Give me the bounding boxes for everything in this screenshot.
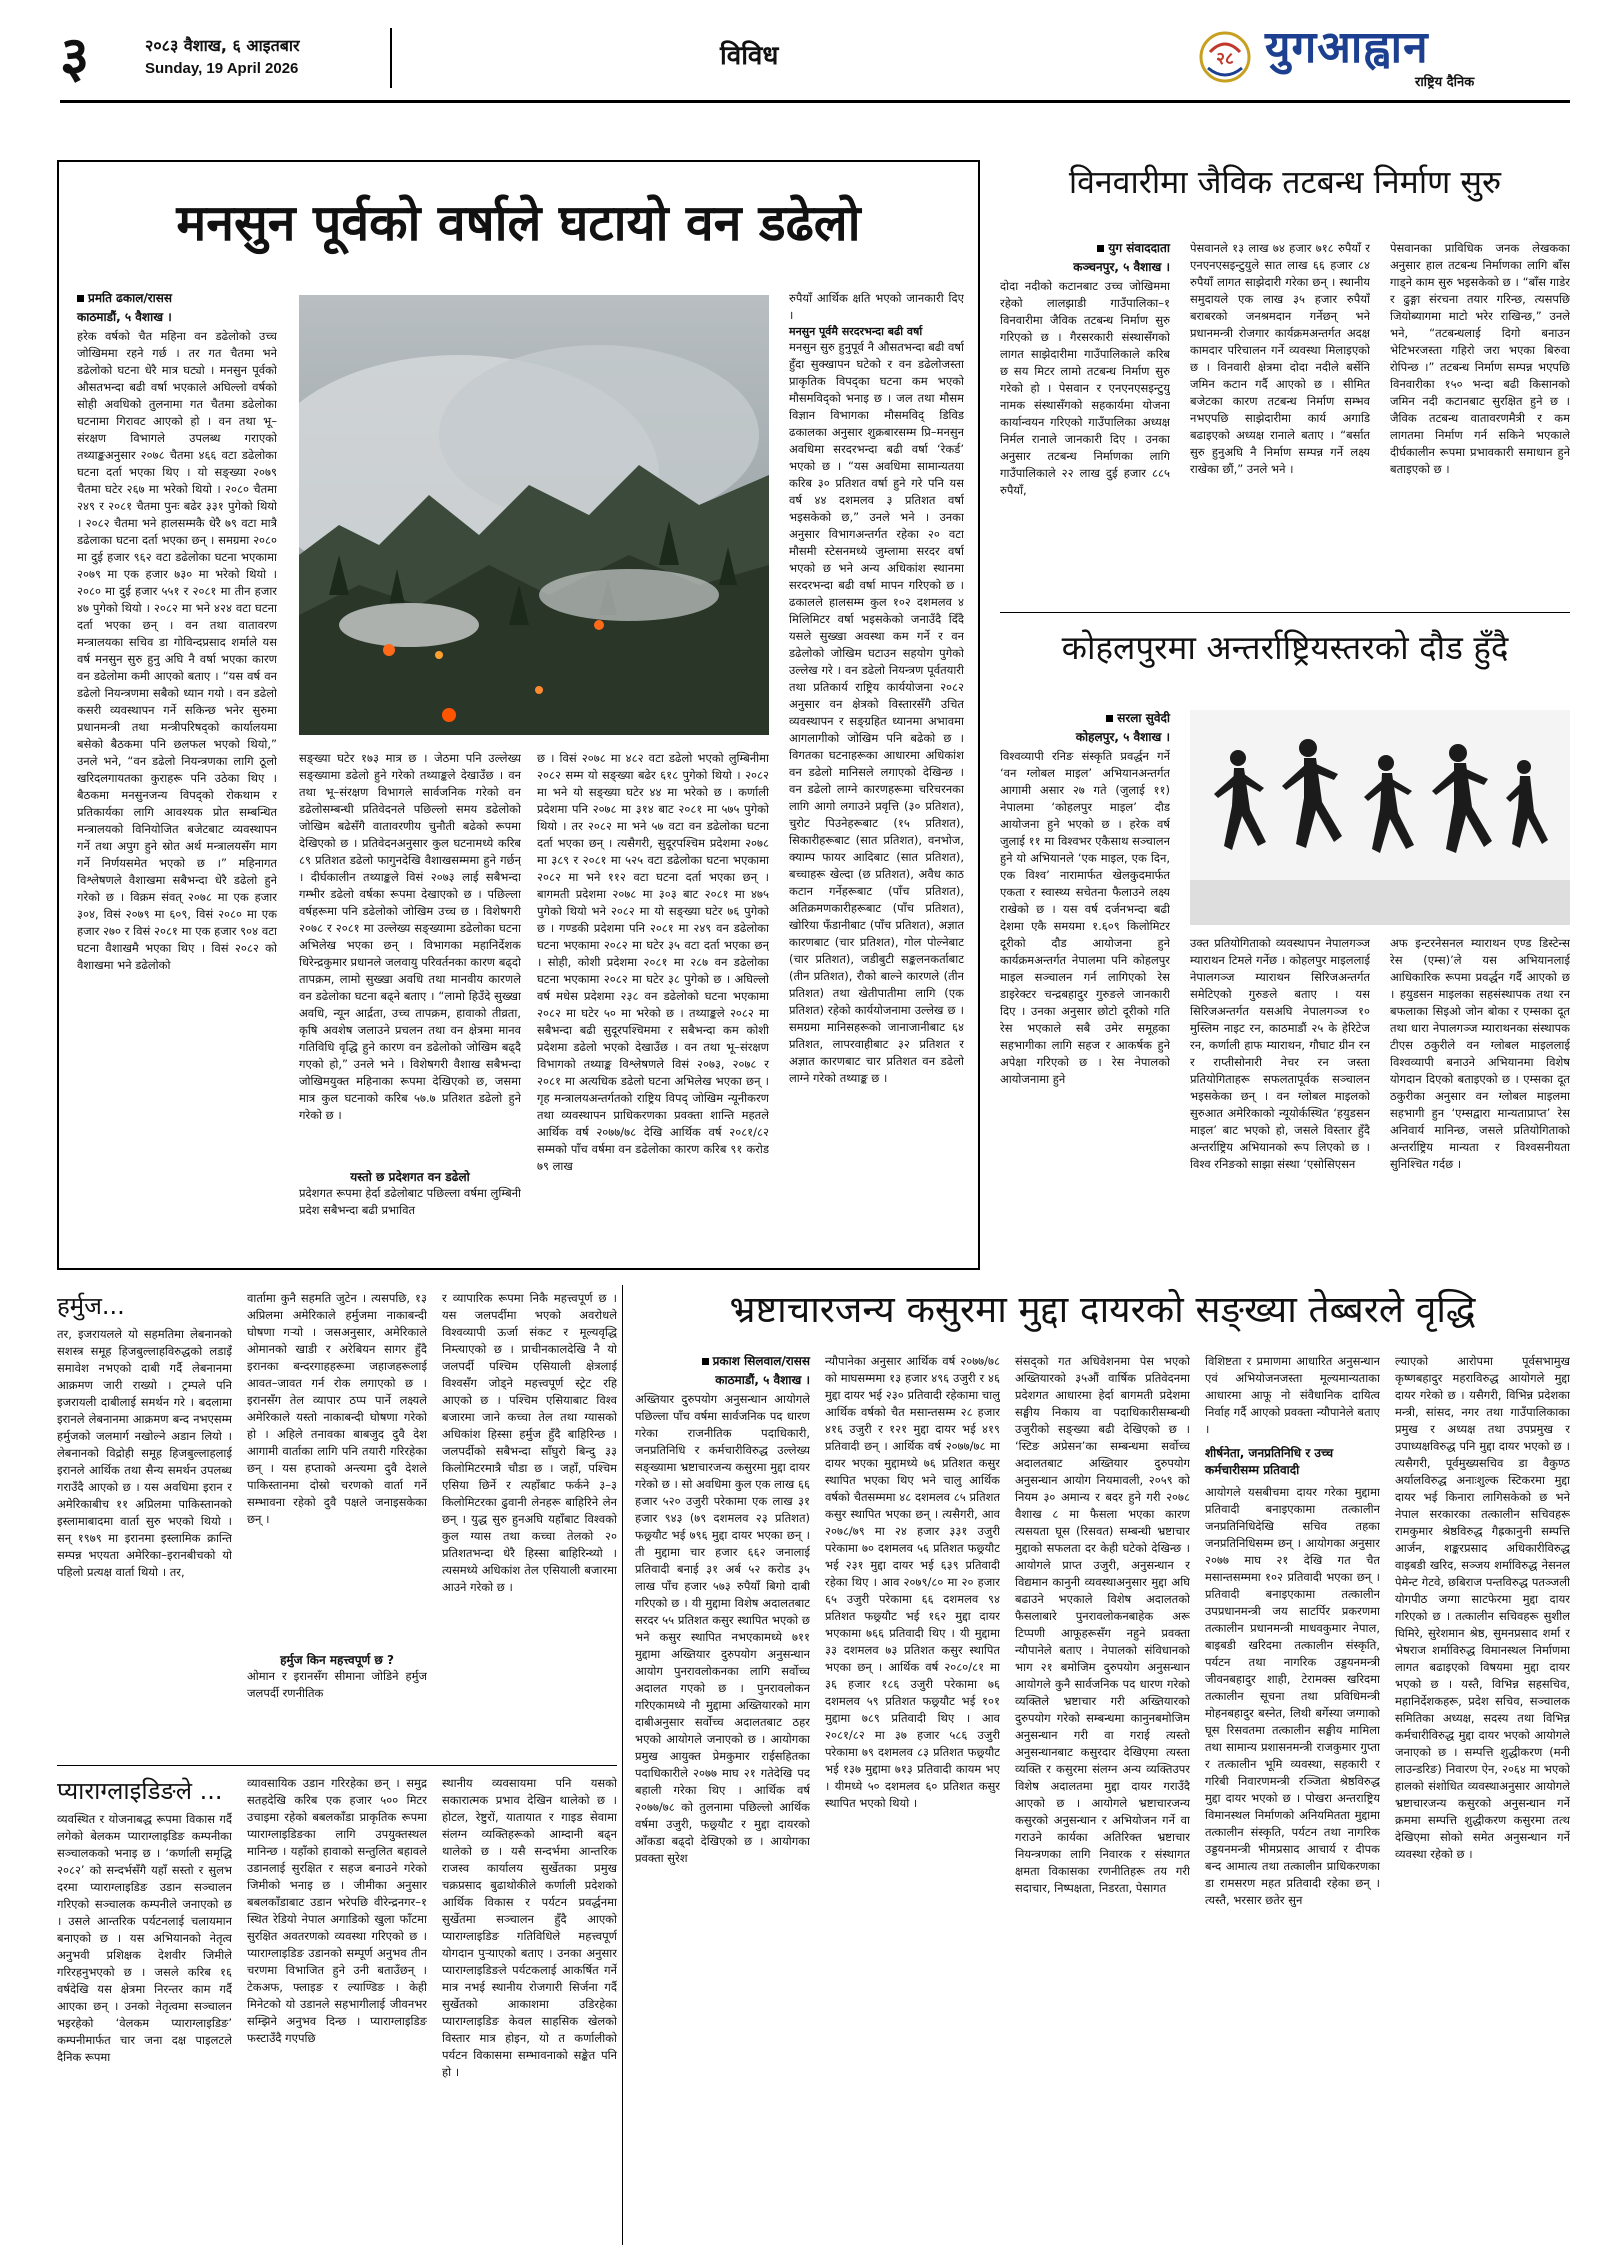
corruption-article	[635, 1285, 1570, 2245]
kohalpur-col2: उक्त प्रतियोगिताको व्यवस्थापन नेपालगञ्ज म्याराथन टिमले गर्नेछ । कोहलपुर माइललाई नेपालगञ्ज म्याराथन सिरिजअन्तर्गत समेटिएको गुरुङले बताए । यस सिरिजअन्तर्गत यसअघि नेपालगञ्ज १० मुस्लिम नाइट रन, काठमाडौं २५ के हेरिटेज रन, कर्णाली हाफ म्याराथन, गौघाट ग्रीन रन र राप्तीसोनारी नेचर रन जस्ता प्रतियोगिताहरू सफलतापूर्वक सञ्चालन भइसकेका छन् । वन ग्लोबल माइलको सुरुआत अमेरिकाको न्यूयोर्कस्थित ‘हयुडसन माइल’ बाट भएको हो, जसले विस्तार हुँदै अन्तर्राष्ट्रिय अभियानको रूप लिएको छ । विश्व रनिङको साझा संस्था ‘एसोसिएसन	[1190, 936, 1370, 1171]
corruption-col4-subhead: शीर्षनेता, जनप्रतिनिधि र उच्च कर्मचारीसम्म प्रतिवादी	[1205, 1446, 1334, 1477]
forest-fire-byline: प्रमति ढकाल/रासस	[77, 290, 277, 307]
forest-fire-col4-subhead: मनसुन पूर्वमै सरदरभन्दा बढी वर्षा	[789, 325, 923, 338]
page-number: ३	[60, 25, 90, 90]
hormuz-col2: वार्तामा कुनै सहमति जुटेन । त्यसपछि, १३ अप्रिलमा अमेरिकाले हर्मुजमा नाकाबन्दी घोषणा गऱ्यो । जसअनुसार, अमेरिकाले ओमानको खाडी र अरेबियन सागर हुँदै इरानका बन्दरगाहहरूमा जहाजहरूलाई आवत–जावत गर्न रोक लगाएको छ । इरानसँग तेल व्यापार ठप्प पार्ने लक्ष्यले अमेरिकाले यस्तो नाकाबन्दी घोषणा गरेको हो । अहिले तनावका बाबजुद दुवै देश आगामी वार्ताका लागि पनि तयारी गरिरहेका छन् । यस हप्ताको अन्त्यमा दुवै देशले पाकिस्तानमा दोस्रो चरणको वार्ता गर्ने सम्भावना रहेको दुवै पक्षले जनाइसकेका छन् ।	[247, 1291, 427, 1526]
corruption-col5: ल्याएको आरोपमा पूर्वसभामुख कृष्णबहादुर महराविरुद्ध आयोगले मुद्दा दायर गरेको छ । यसैगरी, विभिन्न प्रदेशका मन्त्री, सांसद, नगर तथा गाउँपालिकाका प्रमुख र अध्यक्ष तथा उपप्रमुख र उपाध्यक्षविरुद्ध पनि मुद्दा दायर भएको छ । त्यसैगरी, पूर्वमुख्यसचिव डा वैकुण्ठ अर्यालविरुद्ध अनाःशुल्क स्टिकरमा मुद्दा दायर भई किनारा लागिसकेको छ भने नेपाल सरकारका तत्कालीन सचिवहरू रामकुमार श्रेष्ठविरुद्ध गैह्रकानुनी सम्पत्ति आर्जन, शङ्करप्रसाद अधिकारीविरुद्ध वाइबडी खरिद, सञ्जय शर्माविरुद्ध नेसनल पेमेन्ट गेटवे, छबिराज पन्तविरुद्ध पतञ्जली योगपीठ जग्गा साटफेरमा मुद्दा दायर गरिएको छ । तत्कालीन सचिवहरू सुशील घिमिरे, सुरेशमान श्रेष्ठ, सुमनप्रसाद शर्मा र भेषराज शर्माविरुद्ध विमानस्थल निर्माणमा लागत बढाइएको विषयमा मुद्दा दायर भएको छ । यस्तै, विभिन्न सहसचिव, महानिर्देशकहरू, प्रदेश सचिव, सञ्चालक समितिका अध्यक्ष, सदस्य तथा विभिन्न कर्मचारीविरुद्ध मुद्दा दायर भएको आयोगले जनाएको छ । सम्पत्ति शुद्धीकरण (मनी लाउन्डरिङ) निवारण ऐन, २०६४ मा भएको हालको संशोधित व्यवस्थाअनुसार आयोगले भ्रष्टाचारजन्य कसुरको अनुसन्धान गर्ने क्रममा सम्पत्ति शुद्धीकरण कसुरमा तत्थ देखिएमा सोको समेत अनुसन्धान गर्ने व्यवस्था रहेको छ ।	[1395, 1354, 1570, 1861]
forest-fire-col1: हरेक वर्षको चैत महिना वन डढेलोको उच्च जोखिममा रहने गर्छ । तर गत चैतमा भने डढेलोको घटना धेरै मात्र घट्यो । मनसुन पूर्वको औसतभन्दा बढी वर्षा भएकाले अघिल्लो वर्षको सोही अवधिको तुलनामा गत चैतमा डढेलोका घटनामा गिरावट आएको हो । वन तथा भू–संरक्षण विभागले उपलब्ध गराएको तथ्याङ्कअनुसार २०७८ चैतमा ४६६ वटा डढेलोका घटना दर्ता भएका थिए । यो सङ्ख्या २०७९ चैतमा घटेर २६७ मा भरेको थियो । २०८० चैतमा २४९ र २०८१ चैतमा पुनः बढेर ३३१ पुगेको थियो । २०८२ चैतमा भने हालसम्मकै धेरै ७९ वटा मात्रै डढेलाका घटना दर्ता भएका छन् । समग्रमा २०८० मा दुई हजार ९६२ वटा डढेलोका घटना भएकामा २०७९ मा एक हजार ७३० मा भरेको थियो । २०८० मा दुई हजार ५५१ र २०८१ मा तीन हजार ४७ पुगेको थियो । २०८२ मा भने ४२४ वटा घटना दर्ता भएका छन् । वन तथा वातावरण मन्त्रालयका सचिव डा गोविन्दप्रसाद शर्माले यस वर्ष मनसुन सुरु हुनु अघि नै वर्षा भएका कारण वन डढेलोमा कमी आएको बताए । “यस वर्ष वन डढेलो नियन्त्रणमा सबैको ध्यान गयो । वन डढेलो कसरी व्यवस्थापन गर्ने सकिन्छ भनेर सुरुमा प्रधानमन्त्री तथा मन्त्रीपरिषद्को कार्यालयमा बसेको बैठकमा पनि छलफल भएको थियो,” उनले भने, “वन डढेलो नियन्त्रणका लागि ठूलो खरिदलगायतका कुराहरू पनि उठेका थिए । बैठकमा मनसुनजन्य विपद्को रोकथाम र प्रतिकार्यका लागि आवश्यक प्रोत सम्बन्धित मन्त्रालयको विनियोजित बजेटबाट व्यवस्थापन गर्ने तथा अपुग हुने स्रोत अर्थ मन्त्रालयसँग माग गर्ने निर्णयसमेत भएको छ ।” महिनागत विश्लेषणले वैशाखमा सबैभन्दा धेरै डढेलो हुने गरेको छ । विक्रम संवत् २०७८ मा एक हजार ३०४, विसं २०७९ मा ६०९, विसं २०८० मा एक हजार २७० र विसं २०८१ मा एक हजार ९०४ वटा घटना वैशाखमै भएका थिए । विसं २०८२ को वैशाखमा भने डढेलोको	[77, 329, 277, 972]
corruption-dateline: काठमाडौं, ५ वैशाख ।	[715, 1373, 810, 1387]
page-header	[0, 0, 1600, 110]
runners-silhouette-image	[1190, 710, 1570, 925]
paper-tagline: राष्ट्रिय दैनिक	[1415, 75, 1475, 90]
embankment-byline: युग संवाददाता	[1000, 240, 1170, 257]
forest-fire-dateline: काठमाडौं, ५ वैशाख ।	[77, 310, 172, 324]
section-divider-bottom-left	[57, 1765, 617, 1766]
header-rule	[60, 100, 1570, 103]
kohalpur-headline: कोहलपुरमा अन्तर्राष्ट्रियस्तरको दौड हुँदै	[1061, 628, 1509, 667]
paper-name: युगआह्वान	[1265, 22, 1429, 73]
corruption-col2: न्यौपानेका अनुसार आर्थिक वर्ष २०७७/७८ को माघसम्ममा १३ हजार ४९६ उजुरी र ४६ मुद्दा दायर भई २३० प्रतिवादी रहेकामा चालु आर्थिक वर्षको चैत मसान्तसम्म २८ हजार ४१६ उजुरी र १२१ मुद्दा दायर भई ४१९ प्रतिवादी छन् । आर्थिक वर्ष २०७७/७८ मा दायर भएका मुद्दामध्ये ७६ प्रतिशत कसुर स्थापित भएका थिए भने चालु आर्थिक वर्षको चैतसम्ममा ४८ दशमलव ८५ प्रतिशत कसुर स्थापित भएका छन् । त्यसैगरी, आव २०७८/७९ मा २४ हजार ३३१ उजुरी परेकामा ७० दशमलव ५६ प्रतिशत फछ्र्यौट भई २३१ मुद्दा दायर भई ६३९ प्रतिवादी रहेका थिए । आव २०७९/८० मा २० हजार ६५ उजुरी परेकामा ६६ दशमलव ९४ प्रतिशत फछ्र्यौट भई १६२ मुद्दा दायर भएकामा ७६६ प्रतिवादी थिए । यी मुद्दामा ३३ दशमलव ७३ प्रतिशत कसुर स्थापित भएका छन् । आर्थिक वर्ष २०८०/८१ मा ३६ हजार १८६ उजुरी परेकामा ७६ दशमलव ५९ प्रतिशत फछ्र्यौट भई १०१ मुद्दामा ७८९ प्रतिवादी थिए । आव २०८१/८२ मा ३७ हजार ५८६ उजुरी परेकामा ७९ दशमलव ८३ प्रतिशत फछ्र्यौट भई १३७ मुद्दामा ७१३ प्रतिवादी कायम भए । यीमध्ये ५० दशमलव ६० प्रतिशत कसुर स्थापित भएको थियो ।	[825, 1354, 1000, 1810]
kohalpur-col1: विश्वव्यापी रनिङ संस्कृति प्रवर्द्धन गर्ने ‘वन ग्लोबल माइल’ अभियानअन्तर्गत आगामी असार २७ गते (जुलाई ११) नेपालमा ‘कोहलपुर माइल’ दौड आयोजना हुने भएको छ । हरेक वर्ष जुलाई ११ मा विश्वभर एकैसाथ सञ्चालन हुने यो अभियानले ‘एक माइल, एक दिन, एक विश्व’ नारामार्फत खेलकुदमार्फत एकता र स्वास्थ्य सचेतना फैलाउने लक्ष्य राखेको छ । यस वर्ष दर्जनभन्दा बढी देशमा एकै समयमा १.६०९ किलोमिटर दूरीको दौड आयोजना हुने कार्यक्रमअन्तर्गत नेपालमा पनि कोहलपुर माइल सञ्चालन गर्न लागिएको रेस डाइरेक्टर चन्द्रबहादुर गुरुङले जानकारी दिए । उनका अनुसार छोटो दूरीको गति रेस भएकाले सबै उमेर समूहका सहभागीका लागि सहज र आकर्षक हुने अपेक्षा गरिएको छ । रेस नेपालको आयोजनामा हुने	[1000, 749, 1170, 1086]
section-divider-right	[1000, 612, 1570, 613]
embankment-col1: दोदा नदीको कटानबाट उच्च जोखिममा रहेको लालझाडी गाउँपालिका–१ विनवारीमा जैविक तटबन्ध निर्माण सुरु गरिएको छ । गैरसरकारी संस्थासँगको लागत साझेदारीमा गाउँपालिकाले करिब छ सय मिटर लामो तटबन्ध निर्माण सुरु गरेको हो । पेसवान र एनएनएसइन्टुयु नामक संस्थासँगको सहकार्यमा योजना कार्यान्वयन गरिएको गाउँपालिका अध्यक्ष निर्मल रानाले जानकारी दिए । उनका अनुसार तटबन्ध निर्माणका लागि गाउँपालिकाले २२ लाख दुई हजार ८८५ रुपैयाँ,	[1000, 279, 1170, 497]
corruption-col4-top: विशिष्टता र प्रमाणमा आधारित अनुसन्धान एवं अभियोजनजस्ता मूल्यमान्यताका आधारमा आफू नो संवैधानिक दायित्व निर्वाह गर्दै आएको प्रवक्ता न्यौपानेले बताए ।	[1205, 1354, 1380, 1436]
embankment-article	[1000, 160, 1570, 605]
header-divider-left	[390, 28, 392, 88]
corruption-col1: अख्तियार दुरुपयोग अनुसन्धान आयोगले पछिल्ला पाँच वर्षमा सार्वजनिक पद धारण गरेका राजनीतिक पदाधिकारी, जनप्रतिनिधि र कर्मचारीविरुद्ध उल्लेख्य सङ्ख्यामा भ्रष्टाचारजन्य कसुरमा मुद्दा दायर गरेको छ । सो अवधिमा कुल एक लाख ६६ हजार ५२० उजुरी परेकामा एक लाख ३१ हजार ९४३ (७९ दशमलव २३ प्रतिशत) फछ्र्यौट भई ७९६ मुद्दा दायर भएका छन् । ती मुद्दामा चार हजार ६६२ जनालाई प्रतिवादी बनाई ३१ अर्ब ५२ करोड ३५ लाख पाँच हजार ५७३ रुपैयाँ बिगो दाबी गरिएको छ । यी मुद्दामा विशेष अदालतबाट सरदर ५५ प्रतिशत कसुर स्थापित भएको छ भने कसुर स्थापित नभएकामध्ये ७११ मुद्दामा अख्तियार दुरुपयोग अनुसन्धान आयोग पुनरावलोकनका लागि सर्वोच्च अदालत गएको छ । पुनरावलोकन गरिएकामध्ये नौ मुद्दामा अख्तियारको माग दाबीअनुसार सर्वोच्च अदालतबाट ठहर भएको आयोगले जनाएको छ । आयोगका प्रमुख आयुक्त प्रेमकुमार राईसहितका पदाधिकारीले २०७७ माघ २१ गतेदेखि पद बहाली गरेका थिए । आर्थिक वर्ष २०७७/७८ को तुलनामा पछिल्लो आर्थिक वर्षमा उजुरी, फछ्र्यौट र मुद्दा दायरको आँकडा बढ्दो देखिएको छ । आयोगका प्रवक्ता सुरेश	[635, 1392, 810, 1865]
embankment-col3: पेसवानका प्राविधिक जनक लेखकका अनुसार हाल तटबन्ध निर्माणका लागि बाँस गाड्ने काम सुरु भइसकेको छ । “बाँस गाडेर र ढुङ्गा संरचना तयार गरिन्छ, त्यसपछि जियोब्यागमा माटो भरेर राखिन्छ,” उनले भने, “तटबन्धलाई दिगो बनाउन भेटिभरजस्ता गहिरो जरा भएका बिरुवा रोपिन्छ ।” तटबन्ध निर्माण सम्पन्न भएपछि विनवारीका १५० भन्दा बढी किसानको जमिन नदी कटानबाट सुरक्षित हुने छ । जैविक तटबन्ध वातावरणमैत्री र कम लागतमा निर्माण गर्न सकिने भएकाले दीर्घकालीन रूपमा प्रभावकारी समाधान हुने बताइएको छ ।	[1390, 241, 1570, 476]
forest-fire-col2-tail: प्रदेशगत रूपमा हेर्दा डढेलोबाट पछिल्ला वर्षमा लुम्बिनी प्रदेश सबैभन्दा बढी प्रभावित	[299, 1186, 521, 1217]
hormuz-title: हर्मुज...	[57, 1292, 125, 1320]
forest-fire-col4-intro: रुपैयाँ आर्थिक क्षति भएको जानकारी दिए ।	[789, 291, 964, 322]
kohalpur-article	[1000, 625, 1570, 1265]
corruption-col3: संसद्को गत अधिवेशनमा पेस भएको अख्तियारको ३५औं वार्षिक प्रतिवेदनमा प्रदेशगत आधारमा हेर्दा बागमती प्रदेशमा सङ्घीय निकाय वा पदाधिकारीसम्बन्धी उजुरीको सङ्ख्या बढी देखिएको छ । ‘स्टिङ अप्रेसन’का सम्बन्धमा सर्वोच्च अदालतबाट अख्तियार दुरुपयोग अनुसन्धान आयोग नियमावली, २०५९ को नियम ३० अमान्य र बदर हुने गरी २०७८ वैशाख ८ मा फैसला भएका कारण त्यसयता घूस (रिसवत) सम्बन्धी भ्रष्टाचार मुद्दाको सफलता दर केही घटेको देखिन्छ । आयोगले प्राप्त उजुरी, अनुसन्धान र विद्यमान कानुनी व्यवस्थाअनुसार मुद्दा अघि बढाउने भएकाले विशेष अदालतको फैसलाबारे पुनरावलोकनबाहेक अरू टिप्पणी आफूहरूसँग नहुने प्रवक्ता न्यौपानेले बताए । नेपालको संविधानको भाग २१ बमोजिम दुरुपयोग अनुसन्धान आयोगले कुनै सार्वजनिक पद धारण गरेको व्यक्तिले भ्रष्टाचार गरी अख्तियारको दुरुपयोग गरेको सम्बन्धमा कानुनबमोजिम अनुसन्धान गरी वा गराई त्यस्तो अनुसन्धानबाट कसुरदार देखिएमा त्यस्ता व्यक्ति र कसुरमा संलग्न अन्य व्यक्तिउपर विशेष अदालतमा मुद्दा दायर गराउँदै आएको छ । आयोगले भ्रष्टाचारजन्य कसुरको अनुसन्धान र अभियोजन गर्ने वा गराउने कार्यका अतिरिक्त भ्रष्टाचार नियन्त्रणका लागि निवारक र संस्थागत क्षमता विकासका रणनीतिहरू तय गरी सदाचार, निष्पक्षता, निडरता, पेसागत	[1015, 1354, 1190, 1895]
anniversary-badge	[1198, 30, 1252, 84]
paragliding-col2: व्यावसायिक उडान गरिरहेका छन् । समुद्र सतहदेखि करिब एक हजार ५०० मिटर उचाइमा रहेको बबलकाँडा प्राकृतिक रूपमा प्याराग्लाइडिङका लागि उपयुक्तस्थल मानिन्छ । यहाँको हावाको सन्तुलित बहावले उडानलाई सुरक्षित र सहज बनाउने गरेको जिमीको भनाइ छ । जीमीका अनुसार बबलकाँडाबाट उडान भरेपछि वीरेन्द्रनगर–१ स्थित रेडियो नेपाल अगाडिको खुला फाँटमा सुरक्षित अवतरणको व्यवस्था गरिएको छ । प्याराग्लाइडिङ उडानको सम्पूर्ण अनुभव तीन चरणमा विभाजित हुने उनी बताउँछन् । टेकअफ, फ्लाइङ र ल्याण्डिङ । केही मिनेटको यो उडानले सहभागीलाई जीवनभर सम्झिने अनुभव दिन्छ । प्याराग्लाइडिङ फस्टाउँदै गएपछि	[247, 1776, 427, 2045]
forest-fire-col3: छ । विसं २०७८ मा ४८२ वटा डढेलो भएको लुम्बिनीमा २०८२ सम्म यो सङ्ख्या बढेर ६१८ पुगेको थियो । २०८२ मा भने यो सङ्ख्या घटेर ४४ मा भरेको छ । कर्णाली प्रदेशमा पनि २०७८ मा ३१४ बाट २०८१ मा ५७५ पुगेको थियो । तर २०८२ मा भने ५७ वटा वन डढेलोका घटना दर्ता भएका छन् । त्यसैगरी, सुदूरपश्चिम प्रदेशमा २०७८ मा ३८९ र २०८१ मा ५२५ वटा डढेलोका घटना भएकामा २०८२ मा भने ११२ वटा घटना दर्ता भएका छन् । बागमती प्रदेशमा २०७८ मा ३०३ बाट २०८१ मा ४७५ पुगेको थियो भने २०८२ मा यो सङ्ख्या घटेर ७६ पुगेको छ । गण्डकी प्रदेशमा पनि २०८१ मा २४९ वन डढेलोका घटना भएकामा २०८२ मा घटेर ३५ वटा दर्ता भएका छन् । सोही, कोशी प्रदेशमा २०८१ मा २८७ वन डढेलोका घटना भएकामा २०८२ मा घटेर ३८ पुगेको छ । अघिल्लो वर्ष मधेस प्रदेशमा २३८ वन डढेलोको घटना भएकामा २०८२ मा घटेर ५० मा भरेको छ । तथ्याङ्कले २०८२ मा सबैभन्दा बढी सुदूरपश्चिममा र सबैभन्दा कम कोशी प्रदेशमा डढेलो भएको देखाउँछ । वन तथा भू–संरक्षण विभागको तथ्याङ्क विश्लेषणले विसं २०७३, २०७८ र २०८१ मा अत्यधिक डढेलो घटना अभिलेख भएका छन् । गृह मन्त्रालयअन्तर्गतको राष्ट्रिय विपद् जोखिम न्यूनीकरण तथा व्यवस्थापन प्राधिकरणका प्रवक्ता शान्ति महतले आर्थिक वर्ष २०७७/७८ देखि आर्थिक वर्ष २०८१/८२ सम्मको पाँच वर्षमा वन डढेलोका कारण करिब ९१ करोड ७९ लाख	[537, 751, 769, 1173]
anniversary-logo	[1198, 30, 1252, 84]
hormuz-col3: र व्यापारिक रूपमा निकै महत्त्वपूर्ण छ । यस जलपर्दीमा भएको अवरोधले विश्वव्यापी ऊर्जा संकट र मूल्यवृद्धि निम्त्याएको छ । प्राचीनकालदेखि नै यो जलपर्दी पश्चिम एसियाली क्षेत्रलाई विश्वसँग जोड्ने महत्त्वपूर्ण स्ट्रेट रहि आएको छ । पश्चिम एसियाबाट विश्व बजारमा जाने कच्चा तेल तथा ग्यासको अधिकांश हिस्सा हर्मुज हुँदै बाहिरिन्छ । जलपर्दीको सबैभन्दा साँघुरो बिन्दु ३३ किलोमिटरमात्रै चौडा छ । जहाँ, पश्चिम एसिया छिर्ने र त्यहाँबाट फर्कने ३–३ किलोमिटरका ढुवानी लेनहरू बाहिरिने लेन छन् । युद्ध सुरु हुनअघि यहाँबाट विश्वको कुल ग्यास तथा कच्चा तेलको २० प्रतिशतभन्दा धेरै हिस्सा बाहिरिन्थ्यो । त्यसमध्ये अधिकांश तेल एसियाली बजारमा आउने गरेको छ ।	[442, 1291, 617, 1594]
corruption-byline: प्रकाश सिलवाल/रासस	[635, 1353, 810, 1370]
badge-number: २८	[1216, 49, 1234, 69]
paragliding-title: प्याराग्लाइडिङले ...	[57, 1777, 223, 1805]
section-label: विविध	[720, 41, 779, 71]
runners-photo	[1190, 710, 1570, 925]
corruption-col4: आयोगले यसबीचमा दायर गरेका मुद्दामा प्रतिवादी बनाइएकामा तत्कालीन जनप्रतिनिधिदेखि सचिव तहका जनप्रतिनिधिसम्म छन् । आयोगका अनुसार २०७७ माघ २१ देखि गत चैत मसान्तसम्ममा १०२ प्रतिवादी भएका छन् । प्रतिवादी बनाइएकामा तत्कालीन उपप्रधानमन्त्री जय साटर्पिर प्रकरणमा तत्कालीन प्रधानमन्त्री माधवकुमार नेपाल, बाइबडी खरिदमा तत्कालीन संस्कृति, पर्यटन तथा नागरिक उड्डयनमन्त्री जीवनबहादुर शाही, टेरामक्स खरिदमा तत्कालीन सूचना तथा प्रविधिमन्त्री मोहनबहादुर बस्नेत, लिथी बर्गेस्या जग्गाको घूस रिसवतमा तत्कालीन सङ्घीय मामिला तथा सामान्य प्रशासनमन्त्री राजकुमार गुप्ता र तत्कालीन भूमि व्यवस्था, सहकारी र गरिबी निवारणमन्त्री रञ्जिता श्रेष्ठविरुद्ध मुद्दा दायर भएको छ । पोखरा अन्तराष्ट्रिय विमानस्थल निर्माणको अनियमितता मुद्दामा तत्कालीन संस्कृति, पर्यटन तथा नागरिक उड्डयनमन्त्री भीमप्रसाद आचार्य र दीपक बन्द आमात्य तथा तत्कालीन प्राधिकरणका डा रामसरण महत प्रतिवादी रहेका छन् । त्यस्तै, भरसार छतेर सुन	[1205, 1485, 1380, 1907]
paragliding-col1: व्यवस्थित र योजनाबद्ध रूपमा विकास गर्दै लगेको बेलकम प्याराग्लाइडिङ कम्पनीका सञ्चालकको भनाइ छ । ‘कर्णाली समृद्धि २०८२’ को सन्दर्भसँगै यहाँ सस्तो र सुलभ दरमा प्याराग्लाइडिङ उडान सञ्चालन गरिएको सञ्चालक कम्पनीले जनाएको छ । उसले आन्तरिक पर्यटनलाई चलायमान बनाएको छ । यस अभियानको नेतृत्व अनुभवी प्रशिक्षक देशवीर जिमीले गरिरहनुभएको छ । जसले करिब १६ वर्षदेखि यस क्षेत्रमा निरन्तर काम गर्दै आएका छन् । उनको नेतृत्वमा सञ्चालन भइरहेको ‘वेलकम प्याराग्लाइडिङ’ कम्पनीमार्फत चार जना दक्ष पाइलटले दैनिक रूपमा	[57, 1812, 232, 2064]
forest-fire-col2: सङ्ख्या घटेर १७३ मात्र छ । जेठमा पनि उल्लेख्य सङ्ख्यामा डढेलो हुने गरेको तथ्याङ्कले देखाउँछ । वन तथा भू–संरक्षण विभागले सार्वजनिक गरेको वन डढेलोसम्बन्धी प्रतिवेदनले पछिल्लो समय डढेलोको जोखिम बढेसँगै वातावरणीय चुनौती बढेको रूपमा देखिएको छ । प्रतिवेदनअनुसार कुल घटनामध्ये करिब ८९ प्रतिशत डढेलो फागुनदेखि वैशाखसम्ममा हुने गर्छन् । दीर्घकालीन तथ्याङ्कले विसं २०७३ लाई सबैभन्दा गम्भीर डढेलो वर्षका रूपमा देखाएको छ । पछिल्ला वर्षहरूमा पनि डढेलोको जोखिम उच्च छ । विशेषगरी २०७८ र २०८१ मा उल्लेख्य सङ्ख्यामा डढेलोका घटना अभिलेख भएका छन् । विभागका महानिर्देशक धिरेन्द्रकुमार प्रधानले जलवायु परिवर्तनका कारण बढ्दो तापक्रम, लामो सुख्खा अवधि तथा मानवीय कारणले वन डढेलोका घटना बढ्ने बताए । “लामो हिउँदे सुख्खा अवधि, न्यून आर्द्रता, उच्च तापक्रम, हावाको तीव्रता, कृषि अवशेष जलाउने प्रचलन तथा वन क्षेत्रमा मानव गतिविधि वृद्धि हुने कारण वन डढेलोको जोखिम बढ्दै गएको हो,” उनले भने । विशेषगरी वैशाख सबैभन्दा जोखिमयुक्त महिनाका रूपमा देखिएको छ, जसमा मात्र कुल घटनाको करिब ५७.७ प्रतिशत डढेलो हुने गरेको छ ।	[299, 751, 521, 1122]
embankment-col2: पेसवानले १३ लाख ७४ हजार ७१८ रुपैयाँ र एनएनएसइन्टुयुले सात लाख ६६ हजार ८४ रुपैयाँ लागत साझेदारी गरेका छन् । स्थानीय समुदायले एक लाख ३५ हजार रुपैयाँ बराबरको जनश्रमदान गर्नेछन् भने प्रधानमन्त्री रोजगार कार्यक्रमअन्तर्गत अदक्ष कामदार परिचालन गर्ने व्यवस्था मिलाइएको छ । विनवारी क्षेत्रमा दोदा नदीले बर्सेनि जमिन कटान गर्दै आएको छ । सीमित बजेटका कारण तटबन्ध निर्माण सम्भव नभएपछि साझेदारीमा कार्य अगाडि बढाइएको अध्यक्ष रानाले बताए । “बर्सात सुरु हुनुअघि नै निर्माण सम्पन्न गर्ने लक्ष्य राखेका छौं,” उनले भने ।	[1190, 241, 1370, 476]
embankment-dateline: कञ्चनपुर, ५ वैशाख ।	[1073, 260, 1170, 274]
forest-fire-col4: मनसुन सुरु हुनुपूर्व नै औसतभन्दा बढी वर्षा हुँदा सुक्खापन घटेको र वन डढेलोजस्ता प्राकृतिक विपद्का घटना कम भएको मौसमविद्को भनाइ छ । जल तथा मौसम विज्ञान विभागका मौसमविद् डिविड ढकालका अनुसार शुक्रबारसम्म प्रि–मनसुन अवधिमा सरदरभन्दा बढी वर्षा ‘रेकर्ड’ भएको छ । “यस अवधिमा सामान्यतया करिब ३० प्रतिशत वर्षा हुने गरे पनि यस वर्ष ४४ दशमलव ३ प्रतिशत वर्षा भइसकेको छ,” उनले भने । उनका अनुसार विभागअन्तर्गत रहेका २० वटा मौसमी स्टेसनमध्ये जुम्लामा सरदर वर्षा भएको छ भने अन्य अधिकांश स्थानमा सरदरभन्दा बढी वर्षा मापन गरिएको छ । ढकालले हालसम्म कुल १०२ दशमलव ४ मिलिमिटर वर्षा भइसकेको जनाउँदै दिँदै यसले सुख्खा अवस्था कम गर्ने र वन डढेलोको जोखिम घटाउन सहयोग पुगेको उल्लेख गरे । वन डढेलो नियन्त्रण पूर्वतयारी तथा प्रतिकार्य राष्ट्रिय कार्ययोजना २०८२ अनुसार वन क्षेत्रको विस्तारसँगै उचित व्यवस्थापन र सङ्ग्रहित ध्यानमा अभावमा आगलागीको जोखिम पनि बढेको छ । विगतका घटनाहरूका आधारमा अधिकांश वन डढेलो मानिसले लगाएको देखिन्छ । वन डढेलो लाग्ने कारणहरूमा चरिचरनका लागि आगो लगाउने प्रवृत्ति (३० प्रतिशत), चुरोट पिउनेहरूबाट (१५ प्रतिशत), सिकारीहरूबाट (सात प्रतिशत), वनभोज, क्याम्प फायर आदिबाट (सात प्रतिशत), बच्चाहरू खेल्दा (छ प्रतिशत), अवैध काठ कटान गर्नेहरूबाट (पाँच प्रतिशत), अतिक्रमणकारीहरूबाट (पाँच प्रतिशत), खोरिया फँडानीबाट (पाँच प्रतिशत), अज्ञात कारणबाट (चार प्रतिशत), गोल पोल्नेबाट (चार प्रतिशत), जडीबुटी सङ्कलनकर्ताबाट (तीन प्रतिशत), रौको बाल्ने कारणले (तीन प्रतिशत) तथा खेतीपातीमा लागि (एक प्रतिशत) रहेको कार्ययोजनामा उल्लेख छ । समग्रमा मानिसहरूको जानाजानीबाट ६४ प्रतिशत, लापरवाहीबाट ३२ प्रतिशत र अज्ञात कारणबाट चार प्रतिशत वन डढेलो लाग्ने गरेको तथ्याङ्क छ ।	[789, 340, 964, 1085]
kohalpur-col3: अफ इन्टरनेसनल म्याराथन एण्ड डिस्टेन्स रेस (एम्स)’ले यस अभियानलाई आधिकारिक रूपमा प्रवर्द्धन गर्दै आएको छ । हयुडसन माइलका सहसंस्थापक तथा रन बफलाका सिइओ जोन बोका र एम्सका दूत तथा धारा नेपालगञ्ज म्याराथनका संस्थापक टीएस ठकुरीले वन ग्लोबल माइललाई विश्वव्यापी बनाउने अभियानमा विशेष योगदान दिएको बताइएको छ । एम्सका दूत ठकुरीका अनुसार वन ग्लोबल माइलमा सहभागी हुन ‘एम्सद्वारा मान्यताप्राप्त’ रेस अनिवार्य मानिन्छ, जसले प्रतियोगिताको अन्तर्राष्ट्रिय मान्यता र विश्वसनीयता सुनिश्चित गर्दछ ।	[1390, 936, 1570, 1171]
header-date-nepali: २०८३ वैशाख, ६ आइतबार	[145, 36, 300, 55]
header-date-english: Sunday, 19 April 2026	[145, 60, 299, 77]
kohalpur-byline: सरला सुवेदी	[1000, 710, 1170, 727]
paragliding-col3: स्थानीय व्यवसायमा पनि यसको सकारात्मक प्रभाव देखिन थालेको छ । होटल, रेष्टुरों, यातायात र गाइड सेवामा संलग्न व्यक्तिहरूको आम्दानी बढ्न थालेको छ । यसै सन्दर्भमा आन्तरिक राजस्व कार्यालय सुर्खेतका प्रमुख चक्रप्रसाद बुढाथोकीले कर्णाली प्रदेशको आर्थिक विकास र पर्यटन प्रवर्द्धनमा सुर्खेतमा सञ्चालन हुँदै आएको प्याराग्लाइडिङ गतिविधिले महत्त्वपूर्ण योगदान पुऱ्याएको बताए । उनका अनुसार प्याराग्लाइडिङले पर्यटकलाई आकर्षित गर्ने मात्र नभई स्थानीय रोजगारी सिर्जना गर्दै सुर्खेतको आकाशमा उडिरहेका प्याराग्लाइडिङ केवल साहसिक खेलको विस्तार मात्र होइन, यो त कर्णालीको पर्यटन विकासमा सम्भावनाको सङ्केत पनि हो ।	[442, 1776, 617, 2079]
forest-fire-col2-subhead: यस्तो छ प्रदेशगत वन डढेलो	[350, 1170, 470, 1184]
corruption-headline: भ्रष्टाचारजन्य कसुरमा मुद्दा दायरको सङ्ख्या तेब्बरले वृद्धि	[729, 1288, 1476, 1331]
column-divider	[622, 1285, 623, 2245]
forest-fire-photo	[299, 295, 769, 735]
paragliding-continuation	[57, 1775, 617, 2245]
hormuz-continuation	[57, 1290, 617, 1760]
embankment-headline: विनवारीमा जैविक तटबन्ध निर्माण सुरु	[1068, 163, 1502, 201]
hormuz-col1: तर, इजरायलले यो सहमतिमा लेबनानको सशस्त्र समूह हिजबुल्लाहविरुद्धको लडाइँ समावेश नभएको दाबी गर्दै लेबनानमा आक्रमण जारी राख्यो । ट्रम्पले पनि इजरायली दाबीलाई समर्थन गरे । बदलामा इरानले लेबनानमा आक्रमण बन्द नभएसम्म हर्मुजको जलमार्ग नखोल्ने अडान लियो । लेबनानको विद्रोही समूह हिजबुल्लाहलाई इरानले आर्थिक तथा सैन्य समर्थन उपलब्ध गराउँदै आएको छ । यस अवधिमा इरान र अमेरिकाबीच ११ अप्रिलमा पाकिस्तानको इस्लामाबादमा वार्ता सुरु भएको थियो । सन् १९७९ मा इरानमा इस्लामिक क्रान्ति सम्पन्न भएयता अमेरिका–इरानबीचको यो पहिलो प्रत्यक्ष वार्ता थियो । तर,	[57, 1327, 232, 1579]
masthead	[1265, 24, 1565, 92]
hormuz-col2-tail: ओमान र इरानसँग सीमाना जोडिने हर्मुज जलपर्दी रणनीतिक	[247, 1669, 427, 1700]
forest-fire-article	[57, 160, 980, 1270]
hormuz-col2-subhead: हर्मुज किन महत्त्वपूर्ण छ ?	[280, 1653, 394, 1667]
kohalpur-dateline: कोहलपुर, ५ वैशाख ।	[1075, 730, 1170, 744]
forest-smoke-image	[299, 295, 769, 735]
forest-fire-headline: मनसुन पूर्वको वर्षाले घटायो वन डढेलो	[176, 194, 861, 252]
